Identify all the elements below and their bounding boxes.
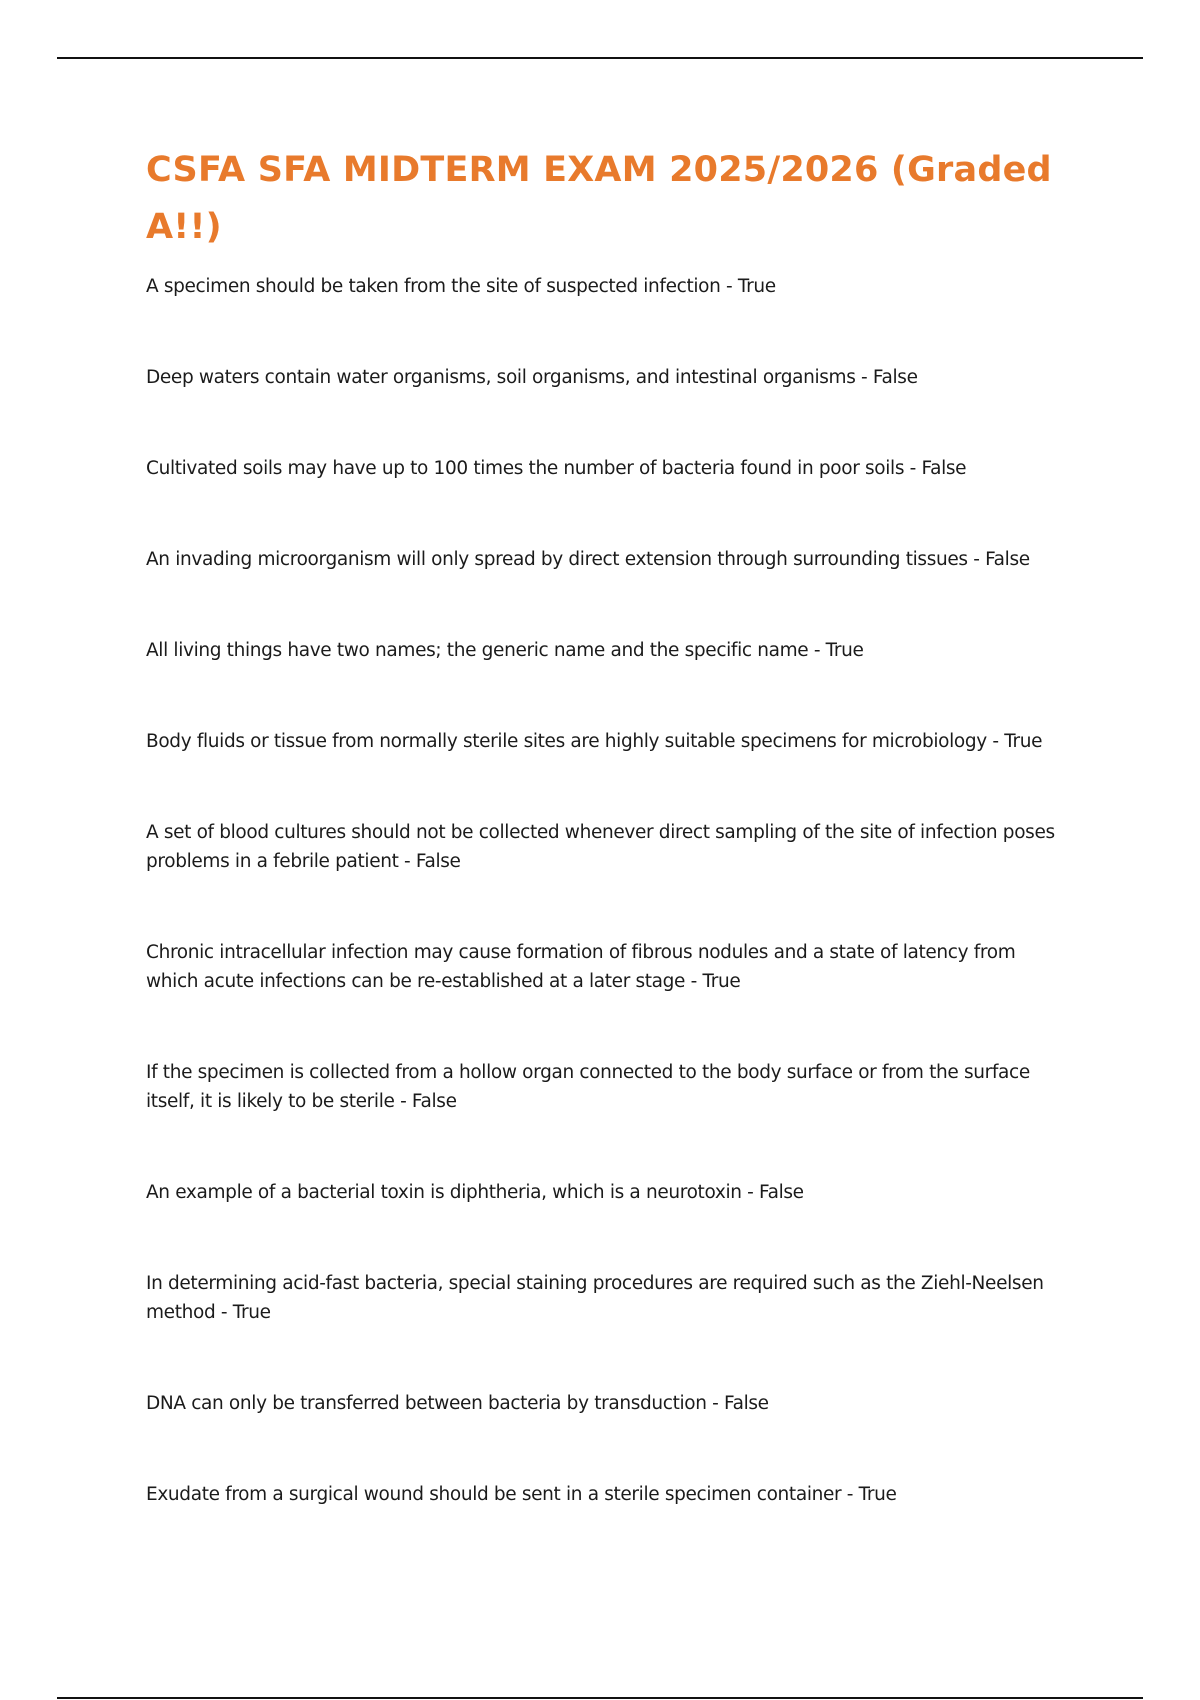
list-item: In determining acid-fast bacteria, special staining procedures are required such as the Ziehl-Neelsen method - True [146, 1273, 1044, 1323]
list-item: If the specimen is collected from a hollow organ connected to the body surface or from the surface itself, it is likely to be sterile - False [146, 1062, 1030, 1112]
list-item: Deep waters contain water organisms, soil organisms, and intestinal organisms - False [146, 367, 918, 388]
list-item: An invading microorganism will only spread by direct extension through surrounding tissues - False [146, 549, 1030, 570]
list-item: Exudate from a surgical wound should be sent in a sterile specimen container - True [146, 1484, 897, 1505]
list-item: A specimen should be taken from the site of suspected infection - True [146, 276, 776, 297]
list-item: A set of blood cultures should not be collected whenever direct sampling of the site of infection poses problems in a febrile patient - False [146, 822, 1055, 872]
list-item: DNA can only be transferred between bacteria by transduction - False [146, 1393, 769, 1414]
list-item: Cultivated soils may have up to 100 times the number of bacteria found in poor soils - False [146, 458, 967, 479]
list-item: An example of a bacterial toxin is diphtheria, which is a neurotoxin - False [146, 1182, 804, 1203]
list-item: Chronic intracellular infection may cause formation of fibrous nodules and a state of latency from which acute infections can be re-established at a later stage - True [146, 942, 1016, 992]
page-title: CSFA SFA MIDTERM EXAM 2025/2026 (Graded A!!) [146, 150, 1052, 247]
list-item: Body fluids or tissue from normally sterile sites are highly suitable specimens for microbiology - True [146, 731, 1043, 752]
footer-rule [57, 1697, 1143, 1699]
list-item: All living things have two names; the generic name and the specific name - True [146, 640, 864, 661]
header-rule [57, 57, 1143, 59]
